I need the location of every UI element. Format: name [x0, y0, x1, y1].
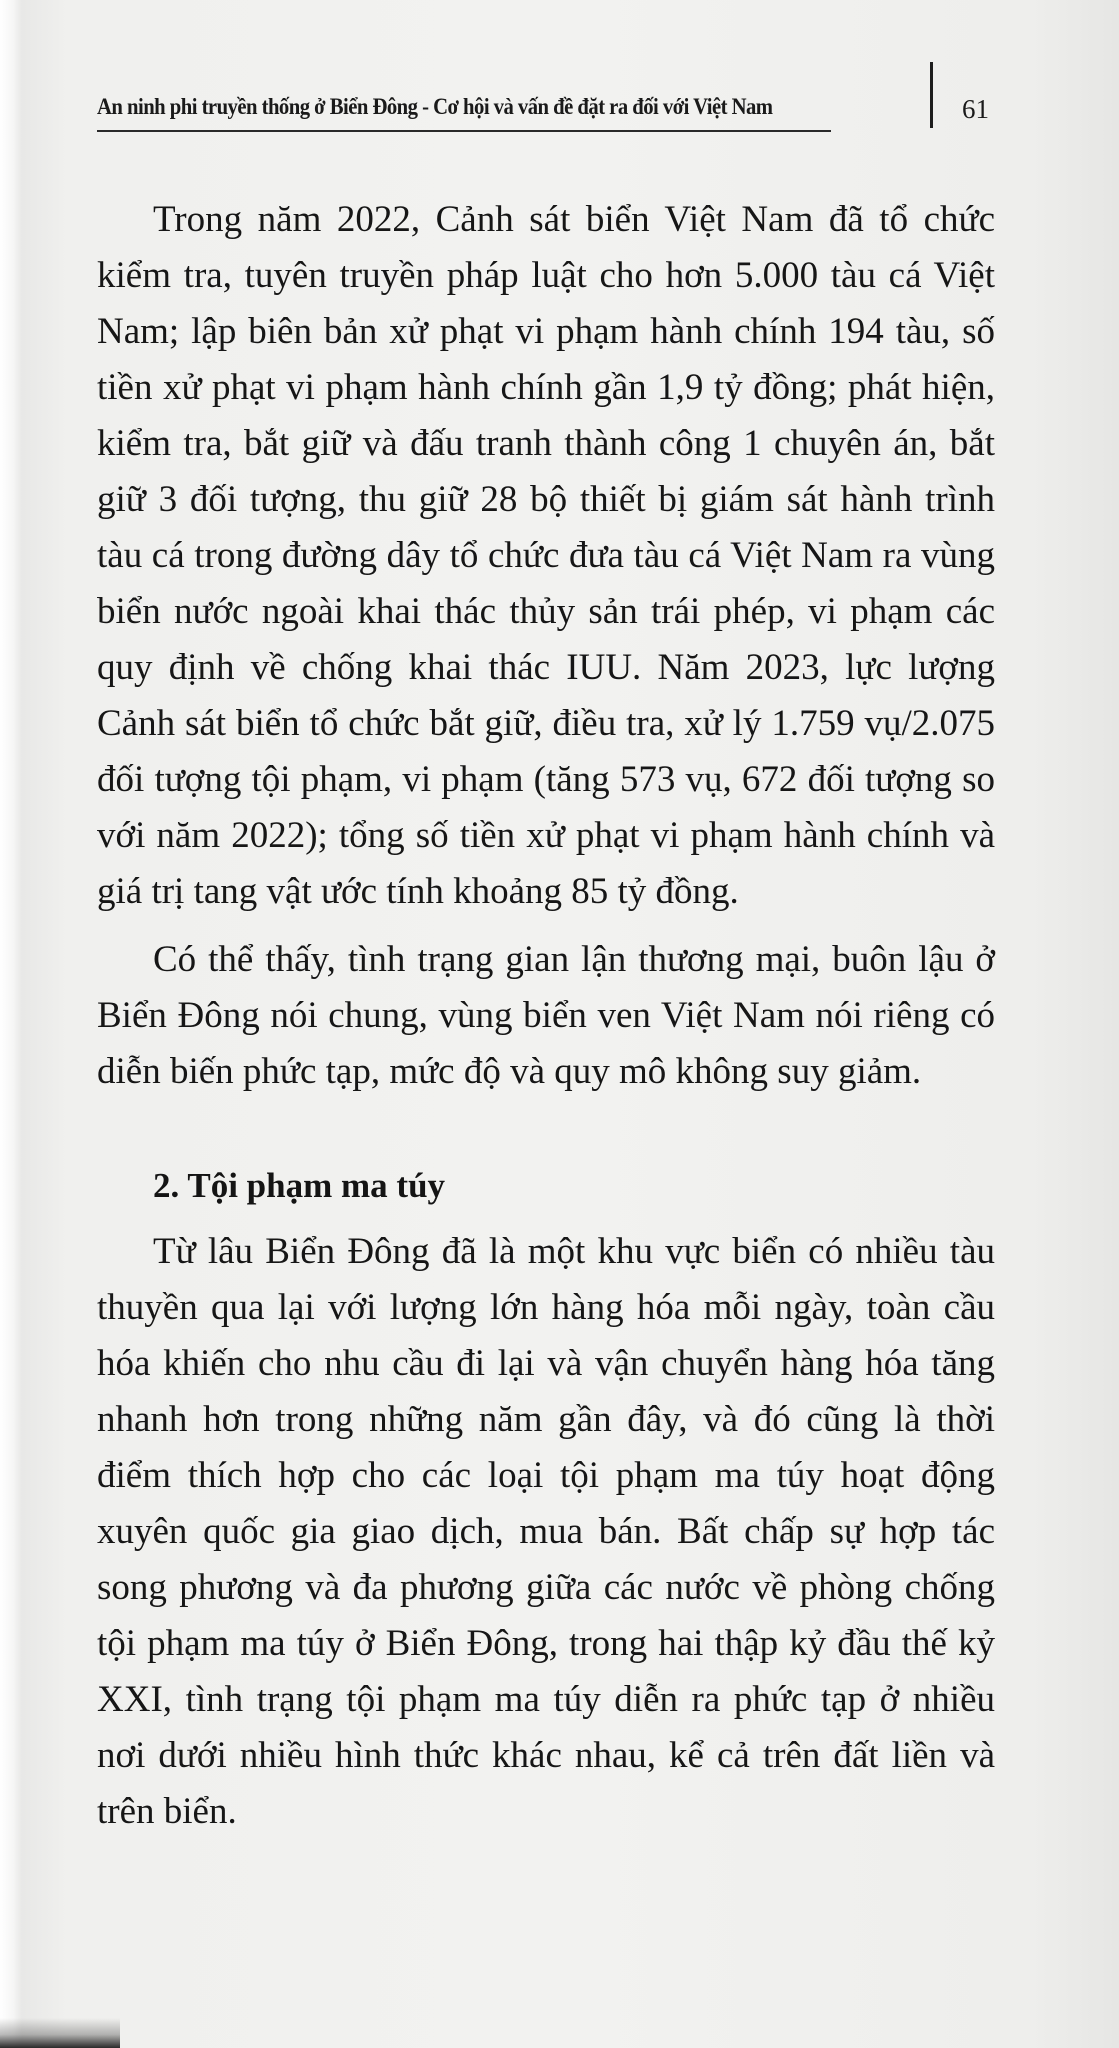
paragraph: Từ lâu Biển Đông đã là một khu vực biển có nhiều tàu thuyền qua lại với lượng lớn hàng hóa mỗi ngày, toàn cầu hóa khiến cho nhu cầu đi lại và vận chuyển hàng hóa tăng nhanh hơn trong những năm gần đây, và đó cũng là thời điểm thích hợp cho các loại tội phạm ma túy hoạt động xuyên quốc gia giao dịch, mua bán. Bất chấp sự hợp tác song phương và đa phương giữa các nước về phòng chống tội phạm ma túy ở Biển Đông, trong hai thập kỷ đầu thế kỷ XXI, tình trạng tội phạm ma túy diễn ra phức tạp ở nhiều nơi dưới nhiều hình thức khác nhau, kể cả trên đất liền và trên biển.: [97, 1231, 995, 1832]
section-heading: 2. Tội phạm ma túy: [153, 1166, 446, 1205]
page-corner-shadow: [0, 2018, 120, 2048]
paragraph: Có thể thấy, tình trạng gian lận thương mại, buôn lậu ở Biển Đông nói chung, vùng biển ven Việt Nam nói riêng có diễn biến phức tạp, mức độ và quy mô không suy giảm.: [97, 939, 995, 1092]
header-rule: [97, 130, 831, 132]
running-header: An ninh phi truyền thống ở Biển Đông - Cơ hội và vấn đề đặt ra đối với Việt Nam: [97, 94, 773, 119]
page-left-edge: [0, 0, 22, 2048]
header-divider: [930, 62, 933, 128]
paragraph: Trong năm 2022, Cảnh sát biển Việt Nam đã tổ chức kiểm tra, tuyên truyền pháp luật cho hơn 5.000 tàu cá Việt Nam; lập biên bản xử phạt vi phạm hành chính 194 tàu, số tiền xử phạt vi phạm hành chính gần 1,9 tỷ đồng; phát hiện, kiểm tra, bắt giữ và đấu tranh thành công 1 chuyên án, bắt giữ 3 đối tượng, thu giữ 28 bộ thiết bị giám sát hành trình tàu cá trong đường dây tổ chức đưa tàu cá Việt Nam ra vùng biển nước ngoài khai thác thủy sản trái phép, vi phạm các quy định về chống khai thác IUU. Năm 2023, lực lượng Cảnh sát biển tổ chức bắt giữ, điều tra, xử lý 1.759 vụ/2.075 đối tượng tội phạm, vi phạm (tăng 573 vụ, 672 đối tượng so với năm 2022); tổng số tiền xử phạt vi phạm hành chính và giá trị tang vật ước tính khoảng 85 tỷ đồng.: [97, 199, 995, 912]
page-number: 61: [962, 94, 989, 124]
body-text: [97, 192, 995, 1840]
